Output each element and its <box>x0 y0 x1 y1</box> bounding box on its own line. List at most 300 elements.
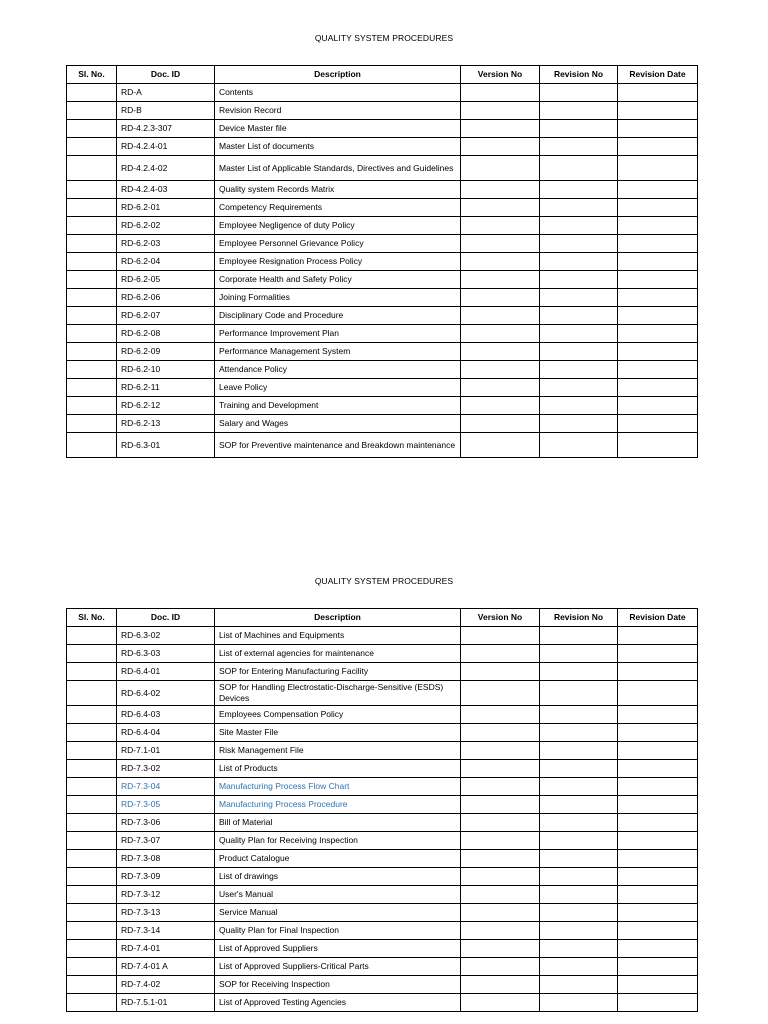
revision-date-cell <box>618 217 698 235</box>
table-row <box>67 433 698 458</box>
version-no-cell <box>461 343 540 361</box>
table-row <box>67 681 698 706</box>
table-row <box>67 235 698 253</box>
revision-no-cell <box>540 102 618 120</box>
description-cell: User's Manual <box>215 886 461 904</box>
page-title: QUALITY SYSTEM PROCEDURES <box>314 33 454 43</box>
revision-no-cell <box>540 138 618 156</box>
revision-date-cell <box>618 343 698 361</box>
revision-no-cell <box>540 645 618 663</box>
table-row <box>67 271 698 289</box>
version-no-cell <box>461 199 540 217</box>
sl-no-cell <box>67 814 117 832</box>
version-no-cell <box>461 325 540 343</box>
doc-id-cell: RD-7.3-02 <box>117 760 215 778</box>
sl-no-cell <box>67 832 117 850</box>
header-description: Description <box>215 609 461 627</box>
procedures-table <box>66 65 698 458</box>
description-cell: List of external agencies for maintenance <box>215 645 461 663</box>
version-no-cell <box>461 976 540 994</box>
description-cell: Quality Plan for Receiving Inspection <box>215 832 461 850</box>
description-cell: Leave Policy <box>215 379 461 397</box>
revision-no-cell <box>540 976 618 994</box>
description-cell: List of Approved Testing Agencies <box>215 994 461 1012</box>
header-sl-no: Sl. No. <box>67 66 117 84</box>
doc-id-cell: RD-6.3-01 <box>117 433 215 458</box>
description-cell: List of Machines and Equipments <box>215 627 461 645</box>
revision-no-cell <box>540 415 618 433</box>
sl-no-cell <box>67 886 117 904</box>
revision-date-cell <box>618 796 698 814</box>
revision-no-cell <box>540 84 618 102</box>
version-no-cell <box>461 433 540 458</box>
doc-id-cell: RD-6.2-08 <box>117 325 215 343</box>
revision-date-cell <box>618 724 698 742</box>
version-no-cell <box>461 904 540 922</box>
revision-date-cell <box>618 307 698 325</box>
revision-no-cell <box>540 627 618 645</box>
table-row <box>67 760 698 778</box>
table-row <box>67 940 698 958</box>
revision-no-cell <box>540 325 618 343</box>
version-no-cell <box>461 724 540 742</box>
version-no-cell <box>461 645 540 663</box>
version-no-cell <box>461 379 540 397</box>
revision-date-cell <box>618 271 698 289</box>
page-title: QUALITY SYSTEM PROCEDURES <box>314 576 454 586</box>
description-cell[interactable]: Manufacturing Process Flow Chart <box>215 778 461 796</box>
revision-date-cell <box>618 994 698 1012</box>
sl-no-cell <box>67 724 117 742</box>
revision-no-cell <box>540 868 618 886</box>
doc-id-cell: RD-7.3-14 <box>117 922 215 940</box>
revision-no-cell <box>540 760 618 778</box>
revision-date-cell <box>618 361 698 379</box>
doc-id-cell: RD-B <box>117 102 215 120</box>
sl-no-cell <box>67 976 117 994</box>
revision-no-cell <box>540 156 618 181</box>
header-version-no: Version No <box>461 66 540 84</box>
table-row <box>67 850 698 868</box>
revision-no-cell <box>540 271 618 289</box>
table-row <box>67 307 698 325</box>
table-row <box>67 156 698 181</box>
sl-no-cell <box>67 217 117 235</box>
table-row <box>67 706 698 724</box>
revision-date-cell <box>618 379 698 397</box>
version-no-cell <box>461 235 540 253</box>
doc-id-cell: RD-4.2.3-307 <box>117 120 215 138</box>
description-cell: SOP for Preventive maintenance and Breakdown maintenance <box>215 433 461 458</box>
description-cell: List of Products <box>215 760 461 778</box>
revision-date-cell <box>618 433 698 458</box>
doc-id-cell: RD-7.4-01 A <box>117 958 215 976</box>
revision-no-cell <box>540 379 618 397</box>
description-cell: Bill of Material <box>215 814 461 832</box>
description-cell: List of Approved Suppliers-Critical Parts <box>215 958 461 976</box>
table-row <box>67 976 698 994</box>
table-row <box>67 102 698 120</box>
version-no-cell <box>461 663 540 681</box>
sl-no-cell <box>67 361 117 379</box>
revision-date-cell <box>618 397 698 415</box>
sl-no-cell <box>67 199 117 217</box>
version-no-cell <box>461 307 540 325</box>
description-cell: Employee Negligence of duty Policy <box>215 217 461 235</box>
doc-id-cell: RD-6.2-01 <box>117 199 215 217</box>
description-cell: Disciplinary Code and Procedure <box>215 307 461 325</box>
description-cell: Quality system Records Matrix <box>215 181 461 199</box>
sl-no-cell <box>67 379 117 397</box>
revision-date-cell <box>618 289 698 307</box>
sl-no-cell <box>67 958 117 976</box>
version-no-cell <box>461 120 540 138</box>
version-no-cell <box>461 778 540 796</box>
revision-date-cell <box>618 181 698 199</box>
table-row <box>67 724 698 742</box>
revision-date-cell <box>618 940 698 958</box>
doc-id-cell: RD-6.3-03 <box>117 645 215 663</box>
header-revision-no: Revision No <box>540 66 618 84</box>
description-cell: Master List of Applicable Standards, Directives and Guidelines <box>215 156 461 181</box>
doc-id-cell: RD-7.3-13 <box>117 904 215 922</box>
revision-no-cell <box>540 343 618 361</box>
header-revision-date: Revision Date <box>618 66 698 84</box>
table-row <box>67 397 698 415</box>
sl-no-cell <box>67 325 117 343</box>
header-doc-id: Doc. ID <box>117 66 215 84</box>
version-no-cell <box>461 742 540 760</box>
description-cell: Revision Record <box>215 102 461 120</box>
sl-no-cell <box>67 778 117 796</box>
revision-no-cell <box>540 904 618 922</box>
revision-no-cell <box>540 681 618 706</box>
table-row <box>67 343 698 361</box>
version-no-cell <box>461 217 540 235</box>
description-cell: Performance Management System <box>215 343 461 361</box>
doc-id-cell[interactable]: RD-7.3-04 <box>117 778 215 796</box>
sl-no-cell <box>67 760 117 778</box>
revision-no-cell <box>540 397 618 415</box>
doc-id-cell: RD-6.2-06 <box>117 289 215 307</box>
sl-no-cell <box>67 850 117 868</box>
sl-no-cell <box>67 307 117 325</box>
version-no-cell <box>461 832 540 850</box>
revision-date-cell <box>618 120 698 138</box>
table-row <box>67 958 698 976</box>
revision-no-cell <box>540 181 618 199</box>
doc-id-cell: RD-6.2-03 <box>117 235 215 253</box>
sl-no-cell <box>67 922 117 940</box>
table-row <box>67 904 698 922</box>
version-no-cell <box>461 415 540 433</box>
sl-no-cell <box>67 102 117 120</box>
table-row <box>67 742 698 760</box>
table-row <box>67 199 698 217</box>
doc-id-cell: RD-7.4-02 <box>117 976 215 994</box>
doc-id-cell: RD-7.1-01 <box>117 742 215 760</box>
description-cell: Salary and Wages <box>215 415 461 433</box>
description-cell: Competency Requirements <box>215 199 461 217</box>
description-cell: SOP for Handling Electrostatic-Discharge-Sensitive (ESDS) Devices <box>215 681 461 706</box>
description-cell: Employee Personnel Grievance Policy <box>215 235 461 253</box>
description-cell: Attendance Policy <box>215 361 461 379</box>
header-description: Description <box>215 66 461 84</box>
revision-no-cell <box>540 706 618 724</box>
doc-id-cell: RD-6.4-03 <box>117 706 215 724</box>
revision-date-cell <box>618 415 698 433</box>
table-row <box>67 886 698 904</box>
table-row <box>67 627 698 645</box>
revision-date-cell <box>618 681 698 706</box>
description-cell: Employees Compensation Policy <box>215 706 461 724</box>
doc-id-cell: RD-6.2-11 <box>117 379 215 397</box>
version-no-cell <box>461 397 540 415</box>
table-row <box>67 361 698 379</box>
doc-id-cell: RD-6.2-13 <box>117 415 215 433</box>
doc-id-cell: RD-6.2-05 <box>117 271 215 289</box>
header-sl-no: Sl. No. <box>67 609 117 627</box>
sl-no-cell <box>67 796 117 814</box>
description-cell: Risk Management File <box>215 742 461 760</box>
sl-no-cell <box>67 271 117 289</box>
revision-date-cell <box>618 850 698 868</box>
doc-id-cell: RD-7.3-08 <box>117 850 215 868</box>
sl-no-cell <box>67 868 117 886</box>
revision-date-cell <box>618 627 698 645</box>
revision-no-cell <box>540 433 618 458</box>
sl-no-cell <box>67 397 117 415</box>
version-no-cell <box>461 994 540 1012</box>
table-row <box>67 138 698 156</box>
revision-date-cell <box>618 976 698 994</box>
table-row <box>67 796 698 814</box>
revision-no-cell <box>540 886 618 904</box>
table-row <box>67 120 698 138</box>
header-revision-date: Revision Date <box>618 609 698 627</box>
description-cell: Joining Formalities <box>215 289 461 307</box>
doc-id-cell: RD-7.3-12 <box>117 886 215 904</box>
version-no-cell <box>461 922 540 940</box>
revision-date-cell <box>618 84 698 102</box>
description-cell: Employee Resignation Process Policy <box>215 253 461 271</box>
sl-no-cell <box>67 994 117 1012</box>
revision-no-cell <box>540 742 618 760</box>
description-cell: Device Master file <box>215 120 461 138</box>
doc-id-cell: RD-6.4-01 <box>117 663 215 681</box>
revision-date-cell <box>618 904 698 922</box>
revision-date-cell <box>618 645 698 663</box>
revision-no-cell <box>540 922 618 940</box>
revision-date-cell <box>618 253 698 271</box>
description-cell: Quality Plan for Final Inspection <box>215 922 461 940</box>
table-row <box>67 253 698 271</box>
table-row <box>67 814 698 832</box>
sl-no-cell <box>67 156 117 181</box>
revision-date-cell <box>618 922 698 940</box>
revision-no-cell <box>540 253 618 271</box>
doc-id-cell: RD-6.2-09 <box>117 343 215 361</box>
version-no-cell <box>461 156 540 181</box>
description-cell: SOP for Receiving Inspection <box>215 976 461 994</box>
version-no-cell <box>461 796 540 814</box>
revision-date-cell <box>618 325 698 343</box>
revision-no-cell <box>540 796 618 814</box>
version-no-cell <box>461 627 540 645</box>
revision-date-cell <box>618 778 698 796</box>
version-no-cell <box>461 886 540 904</box>
sl-no-cell <box>67 138 117 156</box>
sl-no-cell <box>67 84 117 102</box>
description-cell: Contents <box>215 84 461 102</box>
doc-id-cell[interactable]: RD-7.3-05 <box>117 796 215 814</box>
sl-no-cell <box>67 706 117 724</box>
doc-id-cell: RD-6.4-04 <box>117 724 215 742</box>
revision-no-cell <box>540 235 618 253</box>
sl-no-cell <box>67 120 117 138</box>
table-row <box>67 663 698 681</box>
description-cell: Master List of documents <box>215 138 461 156</box>
doc-id-cell: RD-7.5.1-01 <box>117 994 215 1012</box>
table-row <box>67 868 698 886</box>
header-row <box>67 66 698 84</box>
doc-id-cell: RD-7.3-09 <box>117 868 215 886</box>
table-row <box>67 325 698 343</box>
table-row <box>67 379 698 397</box>
revision-date-cell <box>618 199 698 217</box>
revision-no-cell <box>540 361 618 379</box>
doc-id-cell: RD-6.2-10 <box>117 361 215 379</box>
table-row <box>67 922 698 940</box>
table-row <box>67 645 698 663</box>
revision-date-cell <box>618 156 698 181</box>
version-no-cell <box>461 84 540 102</box>
revision-date-cell <box>618 886 698 904</box>
sl-no-cell <box>67 904 117 922</box>
description-cell: List of drawings <box>215 868 461 886</box>
version-no-cell <box>461 361 540 379</box>
version-no-cell <box>461 138 540 156</box>
sl-no-cell <box>67 253 117 271</box>
version-no-cell <box>461 814 540 832</box>
version-no-cell <box>461 102 540 120</box>
revision-no-cell <box>540 724 618 742</box>
revision-no-cell <box>540 778 618 796</box>
doc-id-cell: RD-6.2-04 <box>117 253 215 271</box>
sl-no-cell <box>67 289 117 307</box>
header-revision-no: Revision No <box>540 609 618 627</box>
doc-id-cell: RD-6.2-07 <box>117 307 215 325</box>
doc-id-cell: RD-7.4-01 <box>117 940 215 958</box>
revision-no-cell <box>540 199 618 217</box>
revision-no-cell <box>540 289 618 307</box>
sl-no-cell <box>67 433 117 458</box>
description-cell: Corporate Health and Safety Policy <box>215 271 461 289</box>
version-no-cell <box>461 850 540 868</box>
doc-id-cell: RD-6.2-02 <box>117 217 215 235</box>
version-no-cell <box>461 760 540 778</box>
revision-no-cell <box>540 958 618 976</box>
doc-id-cell: RD-6.4-02 <box>117 681 215 706</box>
revision-date-cell <box>618 868 698 886</box>
description-cell: Site Master File <box>215 724 461 742</box>
version-no-cell <box>461 181 540 199</box>
sl-no-cell <box>67 181 117 199</box>
version-no-cell <box>461 681 540 706</box>
revision-date-cell <box>618 958 698 976</box>
doc-id-cell: RD-7.3-07 <box>117 832 215 850</box>
doc-id-cell: RD-A <box>117 84 215 102</box>
revision-date-cell <box>618 832 698 850</box>
version-no-cell <box>461 706 540 724</box>
procedures-table <box>66 608 698 1012</box>
revision-no-cell <box>540 814 618 832</box>
table-row <box>67 84 698 102</box>
description-cell: SOP for Entering Manufacturing Facility <box>215 663 461 681</box>
sl-no-cell <box>67 681 117 706</box>
doc-id-cell: RD-6.3-02 <box>117 627 215 645</box>
description-cell: Training and Development <box>215 397 461 415</box>
revision-no-cell <box>540 120 618 138</box>
description-cell: Product Catalogue <box>215 850 461 868</box>
sl-no-cell <box>67 235 117 253</box>
doc-id-cell: RD-4.2.4-02 <box>117 156 215 181</box>
table-row <box>67 994 698 1012</box>
revision-no-cell <box>540 850 618 868</box>
revision-no-cell <box>540 663 618 681</box>
revision-no-cell <box>540 217 618 235</box>
version-no-cell <box>461 253 540 271</box>
revision-date-cell <box>618 760 698 778</box>
revision-no-cell <box>540 832 618 850</box>
description-cell: Service Manual <box>215 904 461 922</box>
revision-no-cell <box>540 940 618 958</box>
doc-id-cell: RD-4.2.4-03 <box>117 181 215 199</box>
description-cell: Performance Improvement Plan <box>215 325 461 343</box>
version-no-cell <box>461 271 540 289</box>
sl-no-cell <box>67 415 117 433</box>
doc-id-cell: RD-4.2.4-01 <box>117 138 215 156</box>
header-version-no: Version No <box>461 609 540 627</box>
sl-no-cell <box>67 627 117 645</box>
doc-id-cell: RD-6.2-12 <box>117 397 215 415</box>
version-no-cell <box>461 958 540 976</box>
sl-no-cell <box>67 343 117 361</box>
table-row <box>67 778 698 796</box>
revision-date-cell <box>618 814 698 832</box>
revision-date-cell <box>618 102 698 120</box>
table-row <box>67 415 698 433</box>
table-row <box>67 289 698 307</box>
version-no-cell <box>461 940 540 958</box>
table-row <box>67 181 698 199</box>
table-row <box>67 217 698 235</box>
sl-no-cell <box>67 645 117 663</box>
revision-date-cell <box>618 138 698 156</box>
version-no-cell <box>461 289 540 307</box>
revision-date-cell <box>618 663 698 681</box>
revision-date-cell <box>618 742 698 760</box>
doc-id-cell: RD-7.3-06 <box>117 814 215 832</box>
header-doc-id: Doc. ID <box>117 609 215 627</box>
revision-date-cell <box>618 235 698 253</box>
revision-date-cell <box>618 706 698 724</box>
sl-no-cell <box>67 663 117 681</box>
revision-no-cell <box>540 307 618 325</box>
header-row <box>67 609 698 627</box>
description-cell[interactable]: Manufacturing Process Procedure <box>215 796 461 814</box>
table-row <box>67 832 698 850</box>
